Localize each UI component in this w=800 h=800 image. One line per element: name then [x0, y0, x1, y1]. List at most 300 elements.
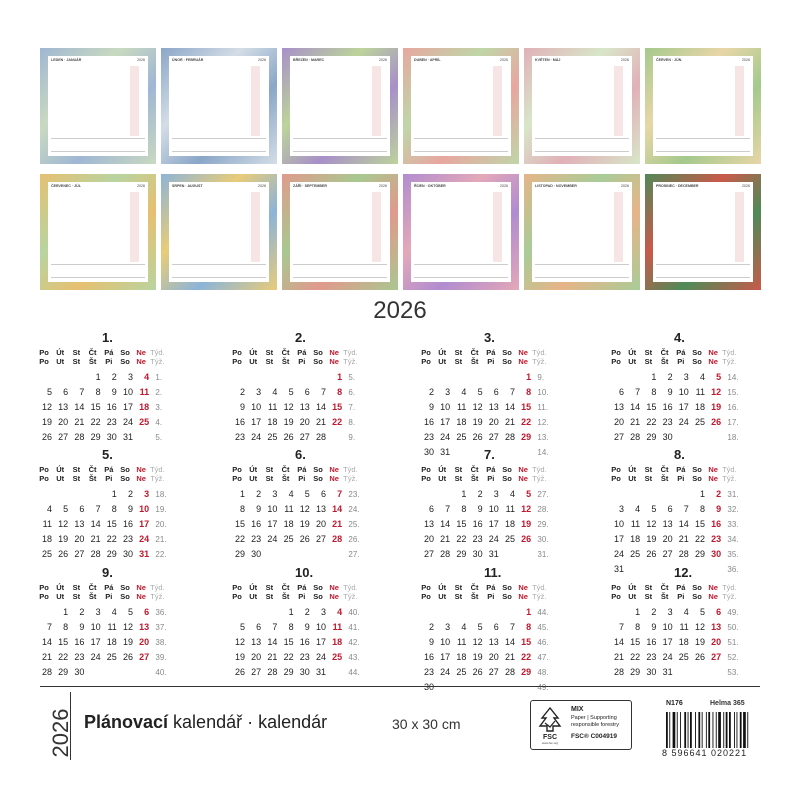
- weekday-header: So: [502, 348, 512, 357]
- thumbnail-month-name: KVĚTEN · MÁJ: [535, 58, 561, 62]
- weekday-header: St: [72, 465, 81, 474]
- calendar-day: 28: [41, 667, 52, 677]
- thumbnail-notes-area: [414, 138, 508, 152]
- calendar-day: 14: [504, 637, 515, 647]
- barcode-bar: [680, 712, 681, 748]
- calendar-day: 17: [613, 534, 624, 544]
- calendar-day: 11: [630, 519, 641, 529]
- weekday-header: Pi: [677, 357, 685, 366]
- calendar-day: 21: [267, 652, 278, 662]
- calendar-day: 11: [107, 622, 117, 632]
- week-number: 12.: [537, 418, 549, 427]
- week-number: 16.: [727, 403, 739, 412]
- calendar-day: 8: [699, 504, 705, 514]
- month-thumbnail: [403, 174, 519, 290]
- weekday-header: Čt: [470, 465, 479, 474]
- thumbnail-page: [411, 56, 511, 156]
- calendar-day: 21: [90, 534, 101, 544]
- weekday-header: Týž.: [150, 357, 165, 366]
- calendar-day: 2: [79, 607, 85, 617]
- weekday-header: Št: [660, 592, 669, 601]
- barcode-bar: [713, 712, 714, 748]
- calendar-day: 10: [440, 637, 451, 647]
- weekday-header: Pá: [486, 465, 496, 474]
- weekday-header: Týd.: [532, 465, 547, 474]
- week-number: 35.: [727, 550, 739, 559]
- thumbnail-notes-area: [172, 264, 266, 278]
- week-number: 21.: [155, 535, 167, 544]
- calendar-day: 24: [139, 534, 150, 544]
- weekday-header: St: [265, 348, 274, 357]
- thumbnail-year: 2026: [258, 184, 266, 188]
- weekday-header: Út: [56, 348, 65, 357]
- calendar-day: 3: [144, 489, 150, 499]
- weekday-header: St: [454, 357, 463, 366]
- weekday-header: Ne: [708, 348, 718, 357]
- weekday-header: Týž.: [532, 474, 547, 483]
- weekday-header: Týž.: [532, 357, 547, 366]
- month-thumbnail: [645, 174, 761, 290]
- calendar-day: 1: [461, 489, 467, 499]
- thumbnail-notes-area: [293, 264, 387, 278]
- week-number: 36.: [727, 565, 739, 574]
- month-thumbnails: [40, 48, 760, 290]
- calendar-day: 4: [272, 387, 278, 397]
- week-number: 25.: [348, 520, 360, 529]
- calendar-day: 12: [521, 504, 532, 514]
- weekday-header: Pi: [487, 357, 495, 366]
- weekday-header: Čt: [660, 583, 669, 592]
- calendar-day: 10: [440, 402, 451, 412]
- weekday-header: Ne: [708, 357, 718, 366]
- calendar-day: 15: [332, 402, 343, 412]
- calendar-day: 31: [315, 667, 326, 677]
- calendar-day: 8: [526, 622, 532, 632]
- calendar-day: 6: [256, 622, 262, 632]
- calendar-day: 17: [315, 637, 326, 647]
- week-number: 46.: [537, 638, 549, 647]
- calendar-day: 29: [90, 432, 101, 442]
- thumbnail-month-name: BŘEZEN · MAREC: [293, 58, 325, 62]
- weekday-header: Ne: [136, 465, 146, 474]
- calendar-day: 24: [315, 652, 326, 662]
- calendar-day: 27: [299, 432, 310, 442]
- weekday-header: Út: [438, 583, 447, 592]
- weekday-header: So: [502, 465, 512, 474]
- weekday-header: Út: [438, 465, 447, 474]
- weekday-header: Po: [232, 583, 242, 592]
- calendar-day: 25: [106, 652, 117, 662]
- calendar-day: 30: [662, 432, 673, 442]
- calendar-day: 23: [251, 534, 262, 544]
- calendar-day: 17: [678, 402, 689, 412]
- thumbnail-month-name: ČERVEN · JÚN: [656, 58, 682, 62]
- calendar-day: 16: [234, 417, 245, 427]
- calendar-day: 21: [504, 652, 515, 662]
- weekday-header: Pá: [486, 348, 496, 357]
- thumbnail-weekend-column: [130, 192, 139, 262]
- year-title: 2026: [373, 297, 427, 324]
- calendar-day: 19: [299, 519, 310, 529]
- calendar-day: 22: [521, 652, 532, 662]
- calendar-day: 29: [646, 432, 657, 442]
- calendar-day: 10: [139, 504, 150, 514]
- calendar-day: 21: [440, 534, 451, 544]
- weekday-header: Týd.: [343, 348, 358, 357]
- week-number: 18.: [155, 490, 167, 499]
- calendar-day: 27: [139, 652, 150, 662]
- thumbnail-grid: [172, 192, 266, 262]
- week-number: 18.: [727, 433, 739, 442]
- week-number: 29.: [537, 520, 549, 529]
- calendar-day: 26: [472, 432, 483, 442]
- calendar-day: 26: [283, 432, 294, 442]
- month-number: 11.: [484, 565, 502, 580]
- calendar-day: 22: [630, 652, 641, 662]
- calendar-day: 23: [74, 652, 85, 662]
- calendar-day: 30: [423, 447, 434, 457]
- weekday-header: Po: [39, 474, 49, 483]
- weekday-header: Po: [39, 357, 49, 366]
- month-number: 3.: [484, 330, 495, 345]
- thumbnail-page: [48, 56, 148, 156]
- calendar-day: 20: [58, 417, 69, 427]
- calendar-day: 1: [526, 607, 532, 617]
- calendar-day: 29: [630, 667, 641, 677]
- thumbnail-notes-area: [51, 264, 145, 278]
- calendar-day: 28: [630, 432, 641, 442]
- weekday-header: Ne: [136, 583, 146, 592]
- weekday-header: Pá: [297, 465, 307, 474]
- weekday-header: So: [120, 474, 130, 483]
- thumbnail-notes-area: [535, 264, 629, 278]
- weekday-header: Čt: [88, 348, 97, 357]
- calendar-day: 25: [41, 549, 52, 559]
- month-block: [611, 447, 772, 574]
- calendar-day: 24: [678, 417, 689, 427]
- thumbnail-year: 2026: [742, 184, 750, 188]
- month-number: 6.: [295, 447, 306, 462]
- calendar-day: 27: [488, 667, 499, 677]
- calendar-day: 30: [251, 549, 262, 559]
- calendar-day: 18: [694, 402, 705, 412]
- thumbnail-weekend-column: [251, 192, 260, 262]
- week-number: 27.: [537, 490, 549, 499]
- weekday-header: Ne: [518, 474, 528, 483]
- calendar-day: 23: [299, 652, 310, 662]
- calendar-day: 3: [618, 504, 624, 514]
- calendar-day: 7: [683, 504, 689, 514]
- weekday-header: Pá: [676, 583, 686, 592]
- month-number: 5.: [102, 447, 113, 462]
- calendar-day: 10: [267, 504, 278, 514]
- week-number: 14.: [727, 373, 739, 382]
- calendar-day: 22: [90, 417, 101, 427]
- calendar-day: 23: [423, 432, 434, 442]
- calendar-day: 22: [332, 417, 343, 427]
- calendar-day: 20: [488, 652, 499, 662]
- weekday-header: Pi: [105, 357, 113, 366]
- week-number: 37.: [155, 623, 167, 632]
- calendar-day: 25: [283, 534, 294, 544]
- calendar-day: 8: [635, 622, 641, 632]
- month-block: [233, 565, 393, 689]
- calendar-day: 7: [337, 489, 343, 499]
- calendar-day: 27: [423, 549, 434, 559]
- calendar-day: 13: [139, 622, 150, 632]
- weekday-header: So: [502, 474, 512, 483]
- weekday-header: Čt: [281, 583, 290, 592]
- calendar-day: 30: [299, 667, 310, 677]
- weekday-header: So: [120, 357, 130, 366]
- calendar-day: 14: [504, 402, 515, 412]
- calendar-day: 27: [613, 432, 624, 442]
- calendar-day: 26: [58, 549, 69, 559]
- weekday-header: Út: [249, 583, 258, 592]
- calendar-day: 17: [662, 637, 673, 647]
- weekday-header: Ne: [518, 592, 528, 601]
- barcode-bar: [669, 712, 670, 748]
- weekday-header: Týž.: [150, 474, 165, 483]
- calendar-day: 12: [711, 387, 722, 397]
- weekday-header: Št: [281, 357, 290, 366]
- calendar-day: 7: [95, 504, 101, 514]
- weekday-header: Po: [39, 348, 49, 357]
- footer-year-vertical: 2026: [48, 708, 73, 758]
- calendar-day: 23: [423, 667, 434, 677]
- calendar-day: 16: [122, 519, 133, 529]
- calendar-day: 9: [716, 504, 722, 514]
- calendar-day: 27: [74, 549, 85, 559]
- weekday-header: Ne: [518, 583, 528, 592]
- weekday-header: St: [454, 348, 463, 357]
- weekday-header: Ut: [438, 357, 447, 366]
- calendar-day: 12: [234, 637, 245, 647]
- calendar-day: 2: [111, 372, 117, 382]
- weekday-header: So: [313, 474, 323, 483]
- calendar-day: 26: [299, 534, 310, 544]
- weekday-header: Čt: [660, 465, 669, 474]
- calendar-day: 26: [521, 534, 532, 544]
- month-block: [421, 565, 582, 692]
- weekday-header: Ne: [329, 357, 339, 366]
- week-number: 7.: [348, 403, 356, 412]
- calendar-day: 1: [111, 489, 117, 499]
- calendar-day: 25: [630, 549, 641, 559]
- calendar-day: 18: [106, 637, 117, 647]
- calendar-day: 22: [234, 534, 245, 544]
- fsc-code: FSC® C004919: [571, 733, 617, 740]
- calendar-day: 3: [445, 622, 451, 632]
- calendar-day: 6: [493, 387, 499, 397]
- calendar-day: 30: [74, 667, 85, 677]
- month-thumbnail: [524, 174, 640, 290]
- weekday-header: Týd.: [150, 465, 165, 474]
- calendar-day: 9: [256, 504, 262, 514]
- weekday-header: Po: [611, 465, 621, 474]
- barcode-bar: [673, 712, 676, 748]
- weekday-header: So: [692, 474, 702, 483]
- weekday-header: Týž.: [343, 474, 358, 483]
- thumbnail-year: 2026: [137, 58, 145, 62]
- calendar-day: 20: [315, 519, 326, 529]
- calendar-day: 2: [667, 372, 673, 382]
- calendar-day: 13: [58, 402, 69, 412]
- calendar-day: 4: [699, 372, 705, 382]
- weekday-header: Po: [39, 583, 49, 592]
- week-number: 42.: [348, 638, 360, 647]
- calendar-day: 13: [315, 504, 326, 514]
- week-number: 44.: [537, 608, 549, 617]
- weekday-header: So: [692, 592, 702, 601]
- thumbnail-weekend-column: [130, 66, 139, 136]
- product-code: N176: [666, 700, 683, 707]
- calendar-day: 4: [509, 489, 515, 499]
- calendar-day: 7: [46, 622, 52, 632]
- calendar-day: 11: [332, 622, 343, 632]
- weekday-header: Po: [232, 474, 242, 483]
- calendar-day: 5: [46, 387, 52, 397]
- calendar-day: 18: [630, 534, 641, 544]
- calendar-day: 27: [662, 549, 673, 559]
- calendar-day: 26: [41, 432, 52, 442]
- weekday-header: Ne: [708, 592, 718, 601]
- calendar-day: 30: [122, 549, 133, 559]
- week-number: 53.: [727, 668, 739, 677]
- calendar-day: 17: [139, 519, 150, 529]
- weekday-header: So: [313, 348, 323, 357]
- week-number: 34.: [727, 535, 739, 544]
- thumbnail-grid: [293, 66, 387, 136]
- weekday-header: St: [644, 583, 653, 592]
- thumbnail-year: 2026: [258, 58, 266, 62]
- calendar-day: 9: [651, 622, 657, 632]
- calendar-day: 3: [95, 607, 101, 617]
- calendar-day: 8: [337, 387, 343, 397]
- weekday-header: Pá: [676, 465, 686, 474]
- weekday-header: Týd.: [150, 583, 165, 592]
- calendar-day: 13: [613, 402, 624, 412]
- weekday-header: St: [72, 592, 81, 601]
- thumbnail-month-name: SRPEN · AUGUST: [172, 184, 203, 188]
- thumbnail-page: [411, 182, 511, 282]
- month-thumbnail: [282, 48, 398, 164]
- weekday-header: Po: [232, 348, 242, 357]
- fsc-url: www.fsc.org: [541, 741, 559, 745]
- weekday-header: Pi: [298, 592, 306, 601]
- week-number: 11.: [537, 403, 548, 412]
- weekday-header: So: [692, 357, 702, 366]
- calendar-day: 27: [315, 534, 326, 544]
- barcode-bar: [688, 712, 689, 748]
- weekday-header: St: [644, 348, 653, 357]
- barcode-bar: [666, 712, 668, 748]
- weekday-header: Pi: [677, 592, 685, 601]
- barcode-bar: [747, 712, 748, 748]
- month-block: [612, 565, 772, 689]
- weekday-header: Po: [232, 357, 242, 366]
- week-number: 50.: [727, 623, 739, 632]
- calendar-day: 9: [428, 402, 434, 412]
- weekday-header: St: [265, 357, 274, 366]
- weekday-header: Po: [421, 592, 431, 601]
- calendar-day: 13: [488, 637, 499, 647]
- calendar-day: 8: [95, 387, 101, 397]
- weekday-header: So: [120, 348, 130, 357]
- calendar-day: 7: [272, 622, 278, 632]
- calendar-day: 11: [505, 504, 515, 514]
- calendar-day: 22: [694, 534, 705, 544]
- weekday-header: Ne: [136, 357, 146, 366]
- weekday-header: Pá: [104, 465, 114, 474]
- barcode-bar: [702, 712, 703, 748]
- calendar-day: 25: [456, 432, 467, 442]
- week-number: 52.: [727, 653, 739, 662]
- weekday-header: Št: [660, 357, 669, 366]
- calendar-day: 7: [79, 387, 85, 397]
- week-number: 48.: [537, 668, 549, 677]
- thumbnail-grid: [172, 66, 266, 136]
- calendar-day: 28: [332, 534, 343, 544]
- calendar-day: 31: [662, 667, 673, 677]
- calendar-day: 6: [667, 504, 673, 514]
- weekday-header: Po: [611, 592, 621, 601]
- calendar-day: 31: [613, 564, 624, 574]
- weekday-header: Ne: [329, 348, 339, 357]
- calendar-day: 3: [272, 489, 278, 499]
- weekday-header: Ut: [628, 474, 637, 483]
- month-block: [40, 330, 200, 454]
- weekday-header: Ut: [249, 474, 258, 483]
- weekday-header: Út: [249, 465, 258, 474]
- week-number: 4.: [155, 418, 163, 427]
- calendar-day: 6: [493, 622, 499, 632]
- calendar-day: 30: [106, 432, 117, 442]
- calendar-day: 20: [613, 417, 624, 427]
- barcode-bar: [690, 712, 692, 748]
- weekday-header: Pá: [104, 583, 114, 592]
- calendar-day: 26: [234, 667, 245, 677]
- calendar-day: 28: [315, 432, 326, 442]
- thumbnail-weekend-column: [493, 66, 502, 136]
- fsc-line1: Paper | Supporting: [571, 715, 617, 721]
- calendar-day: 17: [488, 519, 499, 529]
- barcode-bar: [740, 712, 742, 748]
- thumbnail-month-name: ČERVENEC · JÚL: [51, 184, 81, 188]
- calendar-day: 2: [716, 489, 722, 499]
- weekday-header: So: [502, 592, 512, 601]
- calendar-day: 12: [694, 622, 705, 632]
- weekday-header: Št: [281, 474, 290, 483]
- calendar-day: 17: [90, 637, 101, 647]
- calendar-day: 5: [651, 504, 657, 514]
- calendar-day: 18: [678, 637, 689, 647]
- calendar-day: 24: [267, 534, 278, 544]
- weekday-header: Pi: [677, 474, 685, 483]
- calendar-day: 24: [90, 652, 101, 662]
- calendar-day: 29: [521, 432, 532, 442]
- calendar-day: 18: [456, 652, 467, 662]
- weekday-header: St: [644, 357, 653, 366]
- calendar-day: 9: [304, 622, 310, 632]
- thumbnail-year: 2026: [500, 184, 508, 188]
- calendar-day: 4: [337, 607, 343, 617]
- month-number: 10.: [295, 565, 314, 580]
- weekday-header: So: [313, 583, 323, 592]
- weekday-header: Pá: [486, 583, 496, 592]
- calendar-day: 8: [111, 504, 117, 514]
- calendar-day: 19: [472, 417, 483, 427]
